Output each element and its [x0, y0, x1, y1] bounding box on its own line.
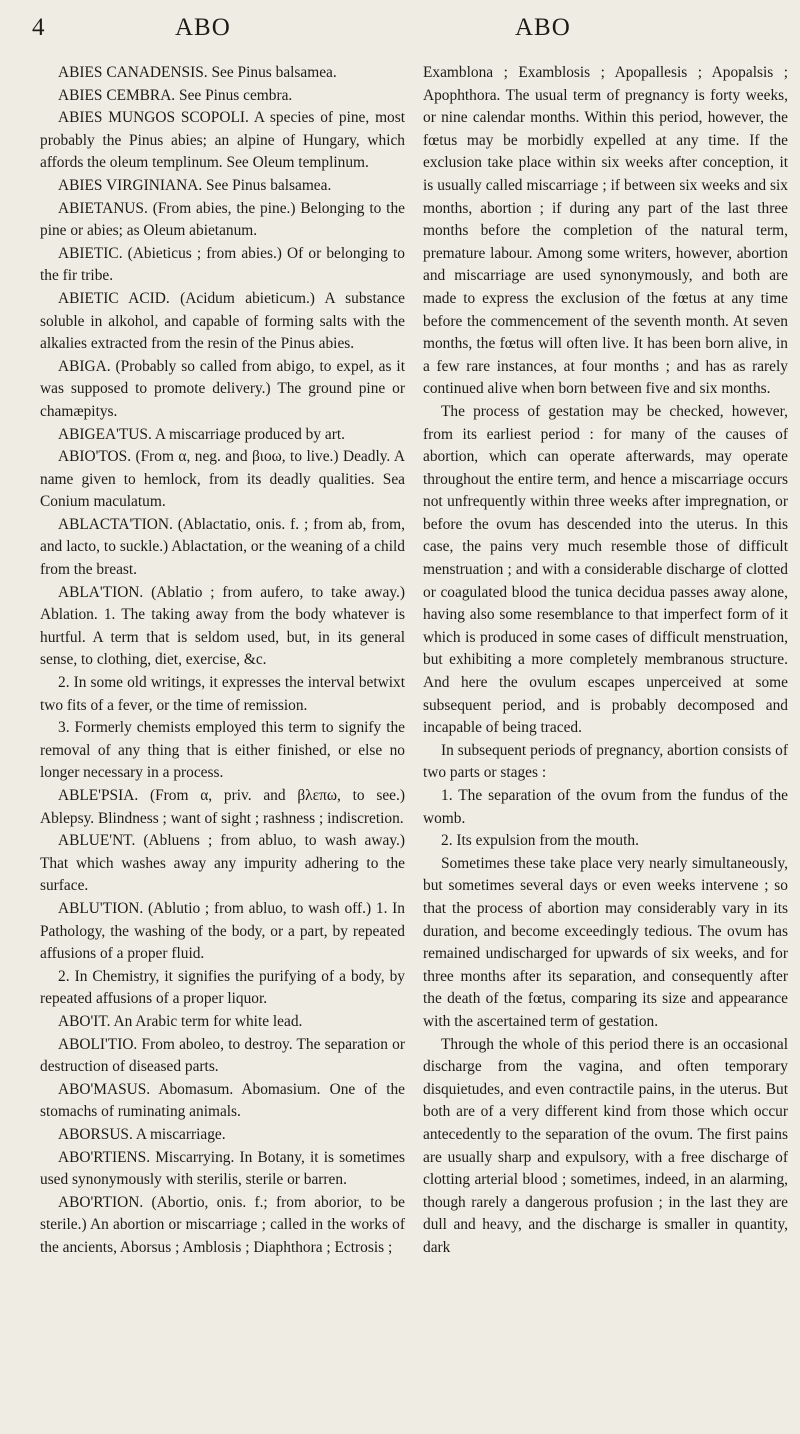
entry-paragraph: ABIETIC ACID. (Acidum abieticum.) A substance soluble in alkohol, and capable of forming salts with the alkalies extracted from the resin of the Pinus abies.	[40, 289, 405, 353]
page-header	[0, 0, 800, 60]
body-paragraph: Through the whole of this period there is an occasional discharge from the vagina, and often temporary disquietudes, and even contractile pains, in the uterus. But both are of a very different kind from those which occur antecedently to the separation of the ovum. The first pains are usually sharp and expulsory, with a free discharge of clotting arterial blood ; sometimes, indeed, in an alarming, though rarely a dangerous profusion ; in the last they are dull and heavy, and the discharge is smaller in quantity, dark	[423, 1035, 788, 1256]
entry-paragraph: ABO'RTIENS. Miscarrying. In Botany, it is sometimes used synonymously with sterilis, sterile or barren.	[40, 1148, 405, 1189]
entry-paragraph: ABIO'TOS. (From α, neg. and βιοω, to live.) Deadly. A name given to hemlock, from its deadly qualities. Sea Conium maculatum.	[40, 448, 405, 511]
running-head-left: ABO	[175, 14, 231, 41]
body-paragraph: In subsequent periods of pregnancy, abortion consists of two parts or stages :	[423, 741, 788, 782]
entry-paragraph: ABORSUS. A miscarriage.	[58, 1125, 226, 1143]
body-paragraph: 1. The separation of the ovum from the fundus of the womb.	[423, 787, 788, 827]
entry-paragraph: ABIETIC. (Abieticus ; from abies.) Of or belonging to the fir tribe.	[40, 244, 405, 285]
entry-paragraph: ABO'IT. An Arabic term for white lead.	[58, 1012, 303, 1030]
entry-paragraph: 2. In Chemistry, it signifies the purifying of a body, by repeated affusions of a proper liquor.	[40, 967, 405, 1008]
entry-paragraph: ABIES CANADENSIS. See Pinus balsamea.	[58, 64, 337, 81]
running-head-right: ABO	[515, 14, 571, 41]
entry-paragraph: ABLUE'NT. (Abluens ; from abluo, to wash away.) That which washes away any impurity adhering to the surface.	[40, 832, 405, 895]
entry-paragraph: ABLACTA'TION. (Ablactatio, onis. f. ; from ab, from, and lacto, to suckle.) Ablactation, or the weaning of a child from the breast.	[40, 515, 405, 579]
right-column	[423, 62, 788, 1428]
entry-paragraph: ABO'RTION. (Abortio, onis. f.; from aborior, to be sterile.) An abortion or miscarriage ; called in the works of the ancients, Aborsus ; Amblosis ; Diaphthora ; Ectrosis ;	[40, 1193, 405, 1256]
entry-paragraph: ABLU'TION. (Ablutio ; from abluo, to wash off.) 1. In Pathology, the washing of the body, or a part, by repeated affusions of a proper fluid.	[40, 899, 405, 963]
entry-paragraph: ABLE'PSIA. (From α, priv. and βλεπω, to see.) Ablepsy. Blindness ; want of sight ; rashness ; indiscretion.	[40, 787, 405, 827]
entry-paragraph: 2. In some old writings, it expresses the interval betwixt two fits of a fever, or the time of remission.	[40, 674, 405, 714]
entry-paragraph: 3. Formerly chemists employed this term to signify the removal of any thing that is either finished, or else no longer necessary in a process.	[40, 719, 405, 782]
body-paragraph: The process of gestation may be checked, however, from its earliest period : for many of the causes of abortion, which can operate afterwards, may operate throughout the entire term, and hence a miscarriage occurs not unfrequently within three weeks after impregnation, or before the ovum has descended into the uterus. In this case, the pains very much resemble those of difficult menstruation ; and with a considerable discharge of clotted or coagulated blood the tunica decidua passes away alone, having also some resemblance to that imperfect form of it which is produced in some cases of difficult menstruation, but exhibiting a more completely membranous structure. And here the ovulum escapes unperceived at some subsequent period, and is probably decomposed and incapable of being traced.	[423, 402, 788, 737]
entry-paragraph: ABO'MASUS. Abomasum. Abomasium. One of the stomachs of ruminating animals.	[40, 1080, 405, 1121]
entry-paragraph: ABIETANUS. (From abies, the pine.) Belonging to the pine or abies; as Oleum abietanum.	[40, 199, 405, 240]
entry-paragraph: ABIGA. (Probably so called from abigo, to expel, as it was supposed to promote delivery.) The ground pine or chamæpitys.	[40, 357, 405, 420]
body-paragraph: Examblona ; Examblosis ; Apopallesis ; Apopalsis ; Apophthora. The usual term of pregnancy is forty weeks, or nine calendar months. Within this period, however, the fœtus may be morbidly expelled at any time. If the exclusion take place within six weeks after conception, it is usually called miscarriage ; if between six weeks and six months, abortion ; if during any part of the last three months before the completion of the natural term, premature labour. Among some writers, however, abortion and miscarriage are used synonymously, and both are made to express the exclusion of the fœtus at any time before the commencement of the seventh month. At seven months, the fœtus will often live. It has been born alive, in a few rare instances, at four months ; and has as rarely continued alive when born between five and six months.	[423, 64, 788, 398]
entry-paragraph: ABIES CEMBRA. See Pinus cembra.	[58, 86, 293, 104]
left-column	[40, 62, 405, 1428]
entry-paragraph: ABLA'TION. (Ablatio ; from aufero, to take away.) Ablation. 1. The taking away from the body whatever is hurtful. A term that is seldom used, but, in its general sense, to clothing, diet, exercise, &c.	[40, 583, 405, 669]
body-paragraph: 2. Its expulsion from the mouth.	[441, 832, 639, 850]
body-paragraph: Sometimes these take place very nearly simultaneously, but sometimes several days or even weeks intervene ; so that the process of abortion may considerably vary in its duration, and become exceedingly tedious. The ovum has remained undischarged for upwards of six weeks, and for three months after its separation, and consequently after the death of the fœtus, comparing its size and appearance with the ascertained term of gestation.	[423, 854, 788, 1030]
page-number: 4	[32, 14, 45, 41]
entry-paragraph: ABIES MUNGOS SCOPOLI. A species of pine, most probably the Pinus abies; an alpine of Hungary, which affords the oleum templinum. See Oleum templinum.	[40, 109, 405, 172]
entry-paragraph: ABIES VIRGINIANA. See Pinus balsamea.	[58, 176, 332, 194]
entry-paragraph: ABOLI'TIO. From aboleo, to destroy. The separation or destruction of diseased parts.	[40, 1035, 405, 1076]
entry-paragraph: ABIGEA'TUS. A miscarriage produced by art.	[58, 425, 346, 443]
